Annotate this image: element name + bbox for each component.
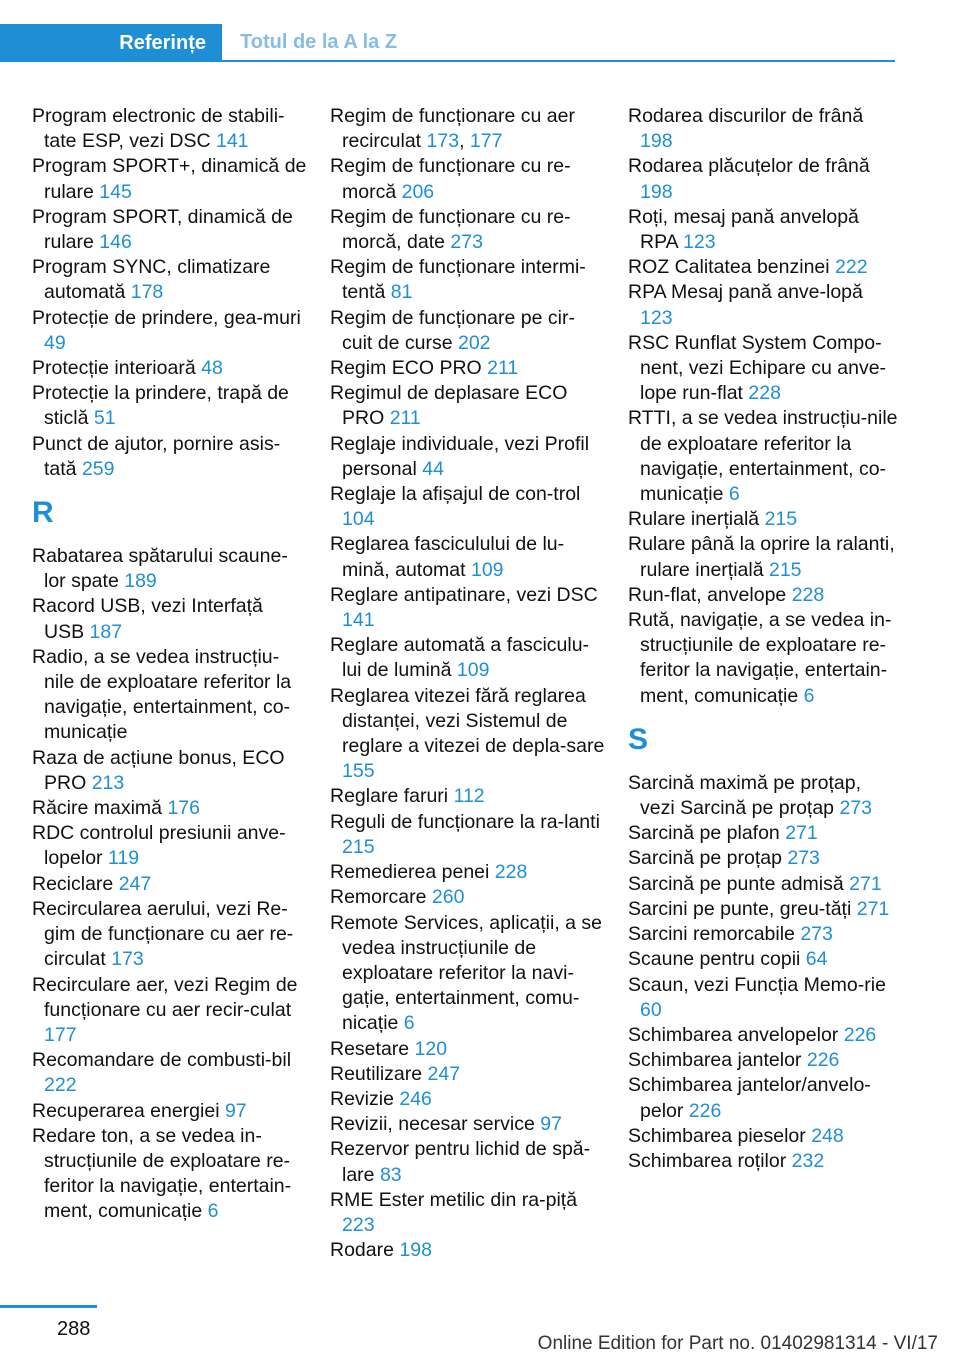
- page-link[interactable]: 232: [791, 1149, 825, 1172]
- index-section-letter: S: [628, 722, 649, 756]
- index-entry: [330, 1188, 605, 1238]
- index-entry: [330, 381, 605, 431]
- page-link[interactable]: 146: [99, 231, 132, 254]
- index-entry: [330, 154, 605, 204]
- page-link[interactable]: 44: [422, 457, 444, 480]
- index-entry-term: Roți, mesaj pană anvelopă RPA: [628, 205, 859, 254]
- index-entry-term: Rezervor pentru lichid de spă-lare: [330, 1138, 591, 1186]
- page-link[interactable]: 228: [791, 583, 825, 606]
- index-entry: [32, 154, 307, 204]
- page-link[interactable]: 198: [640, 130, 673, 153]
- index-entry: [628, 1149, 900, 1174]
- index-entry-term: Reglare antipatinare, vezi DSC: [330, 583, 598, 606]
- index-entry-term: Resetare: [330, 1037, 415, 1060]
- index-entry: [32, 973, 307, 1049]
- page-link[interactable]: 177: [44, 1023, 77, 1046]
- index-entry: [628, 872, 900, 897]
- index-entry-term: Recuperarea energiei: [32, 1099, 225, 1122]
- page-link[interactable]: 246: [399, 1087, 432, 1110]
- page-link[interactable]: 273: [450, 231, 483, 254]
- page-link[interactable]: 109: [470, 558, 504, 581]
- index-entry-term: Run-flat, anvelope: [628, 583, 792, 606]
- index-entry: [330, 784, 605, 809]
- page-link[interactable]: 215: [768, 558, 802, 581]
- index-section-letter: R: [32, 496, 54, 530]
- index-entry: [628, 331, 900, 407]
- page-link[interactable]: 141: [215, 130, 249, 153]
- page-link[interactable]: 271: [785, 822, 818, 845]
- page-link[interactable]: 51: [93, 407, 116, 430]
- page-link[interactable]: 6: [803, 684, 815, 707]
- index-entry-term: Reciclare: [32, 872, 119, 895]
- header-bar: [0, 24, 895, 62]
- index-entry: [330, 1137, 605, 1187]
- index-entry: [628, 771, 900, 821]
- page-link[interactable]: 97: [540, 1113, 562, 1136]
- page-link[interactable]: 198: [399, 1239, 432, 1262]
- page-link[interactable]: 211: [389, 407, 421, 430]
- index-entry-term: Reguli de funcționare la ra-lanti: [330, 810, 600, 833]
- index-entry: [32, 205, 307, 255]
- page-link[interactable]: 64: [805, 948, 828, 971]
- page-link[interactable]: 120: [414, 1037, 448, 1060]
- page-link[interactable]: 49: [44, 331, 66, 354]
- page-link[interactable]: 273: [787, 847, 820, 870]
- index-entry: [628, 205, 900, 255]
- footer-divider: [0, 1305, 97, 1308]
- index-entry-term: Racord USB, vezi Interfață USB: [32, 595, 263, 643]
- page-link[interactable]: 145: [99, 180, 132, 203]
- tab-totul-de-la-a-la-z[interactable]: Totul de la A la Z: [240, 31, 398, 53]
- page-link[interactable]: 223: [342, 1213, 375, 1236]
- index-entry: [32, 594, 307, 644]
- index-entry: [32, 1048, 307, 1098]
- index-entry-term: Reglarea fasciculului de lu-mină, automat: [330, 533, 565, 581]
- page-link[interactable]: 213: [91, 771, 125, 794]
- edition-note: Online Edition for Part no. 01402981314 - VI/17: [537, 1333, 938, 1354]
- page-link[interactable]: 247: [118, 872, 152, 895]
- index-entry: [628, 846, 900, 871]
- index-entry: [628, 922, 900, 947]
- page-link[interactable]: 198: [640, 180, 673, 203]
- index-entry-term: Sarcină pe proțap: [628, 847, 788, 870]
- index-entry-term: Program SPORT, dinamică de rulare: [32, 205, 293, 254]
- index-entry: [330, 482, 605, 532]
- index-entry-term: Sarcină pe plafon: [628, 822, 786, 845]
- index-entry: [330, 532, 605, 582]
- index-entry: [628, 1048, 900, 1073]
- page-link[interactable]: 97: [224, 1099, 247, 1122]
- index-entry: [330, 1062, 605, 1087]
- index-entry-term: Reglaje la afișajul de con-trol: [330, 483, 581, 506]
- page-link[interactable]: 177: [469, 130, 503, 153]
- index-entry-term: Sarcină pe punte admisă: [628, 872, 850, 895]
- page-link[interactable]: 222: [835, 256, 868, 279]
- page-link[interactable]: 83: [379, 1163, 402, 1186]
- index-entry-term: Regim ECO PRO: [330, 357, 488, 380]
- index-entry: [32, 255, 307, 305]
- page-link[interactable]: 187: [89, 620, 123, 643]
- index-entry-term: Sarcini remorcabile: [628, 923, 801, 946]
- index-entry: [32, 432, 307, 482]
- index-entry: [628, 947, 900, 972]
- index-entry-term: Program SYNC, climatizare automată: [32, 256, 271, 304]
- index-entry-term: Revizie: [330, 1087, 400, 1110]
- page-link[interactable]: 141: [342, 609, 375, 632]
- index-entry-term: Reglaje individuale, vezi Profil personal: [330, 432, 590, 480]
- page-link[interactable]: 206: [401, 180, 435, 203]
- index-entry-term: Rodare: [330, 1239, 400, 1262]
- index-entry-term: Schimbarea roților: [628, 1149, 792, 1172]
- index-entry-term: Protecție interioară: [32, 357, 202, 380]
- page-link[interactable]: 259: [81, 457, 115, 480]
- index-entry: [628, 583, 900, 608]
- index-entry-term: Regimul de deplasare ECO PRO: [330, 382, 568, 430]
- page-link[interactable]: 173: [426, 130, 460, 153]
- index-entry-term: Punct de ajutor, pornire asis-tată: [32, 432, 281, 480]
- index-entry-term: Schimbarea anvelopelor: [628, 1023, 844, 1046]
- index-entry-term: Rulare până la oprire la ralanti, rulare inerțială: [628, 533, 895, 581]
- page-link[interactable]: 226: [843, 1023, 877, 1046]
- index-entry: [628, 532, 900, 582]
- page-link[interactable]: 215: [764, 508, 798, 531]
- page-link[interactable]: 123: [683, 231, 716, 254]
- page-separator: ,: [459, 130, 470, 153]
- index-entry: [330, 432, 605, 482]
- index-entry-term: Reutilizare: [330, 1062, 428, 1085]
- page-link[interactable]: 247: [427, 1062, 461, 1085]
- page-link[interactable]: 273: [800, 923, 833, 946]
- page-link[interactable]: 104: [342, 508, 375, 531]
- index-entry: [330, 1112, 605, 1137]
- tab-referinte[interactable]: Referințe: [0, 24, 222, 62]
- index-entry-term: Rodarea discurilor de frână: [628, 105, 864, 127]
- page-link[interactable]: 6: [403, 1012, 415, 1035]
- index-entry-term: Raza de acțiune bonus, ECO PRO: [32, 746, 285, 794]
- page-link[interactable]: 119: [107, 847, 140, 870]
- index-entry: [330, 810, 605, 860]
- index-entry-term: Sarcini pe punte, greu-tăți: [628, 897, 857, 920]
- page-link[interactable]: 228: [748, 382, 781, 405]
- page-link[interactable]: 248: [811, 1124, 844, 1147]
- index-entry: [628, 255, 900, 280]
- page-link[interactable]: 189: [124, 570, 157, 593]
- page-link[interactable]: 226: [806, 1049, 840, 1072]
- index-entry: [628, 973, 900, 1023]
- page-link[interactable]: 271: [849, 872, 882, 895]
- index-entry: [330, 633, 605, 683]
- index-entry: [32, 1124, 307, 1225]
- index-entry-term: Redare ton, a se vedea in-strucțiunile de exploatare re-feritor la navigație, entertain-ment, comunicație: [32, 1124, 292, 1223]
- page-link[interactable]: 176: [167, 797, 200, 820]
- page-link[interactable]: 222: [44, 1074, 77, 1097]
- page-link[interactable]: 178: [130, 281, 164, 304]
- index-entry-term: Protecție la prindere, trapă de sticlă: [32, 382, 289, 430]
- page-link[interactable]: 81: [390, 281, 413, 304]
- index-entry-term: Scaune pentru copii: [628, 948, 806, 971]
- index-entry-term: Rulare inerțială: [628, 508, 765, 531]
- index-entry-term: Remote Services, aplicații, a se vedea instrucțiunile de exploatare referitor la navi-gație, entertainment, comu-nicație: [330, 911, 603, 1035]
- index-entry-term: RPA Mesaj pană anve-lopă: [628, 281, 863, 304]
- index-entry-term: Reglare automată a fasciculu-lui de lumină: [330, 634, 590, 682]
- index-entry: [628, 1124, 900, 1149]
- index-entry: [330, 684, 605, 785]
- page-link[interactable]: 6: [207, 1200, 219, 1223]
- index-entry: [330, 885, 605, 910]
- page-link[interactable]: 202: [457, 331, 491, 354]
- index-entry-term: RTTI, a se vedea instrucțiu-nile de exploatare referitor la navigație, entertainment, co-municație: [628, 407, 898, 506]
- index-entry: [628, 280, 900, 330]
- index-entry-term: ROZ Calitatea benzinei: [628, 256, 836, 279]
- index-entry-term: Regim de funcționare cu re-morcă: [330, 155, 571, 203]
- index-entry: [330, 1037, 605, 1062]
- index-entry: [628, 1023, 900, 1048]
- index-entry: [32, 356, 307, 381]
- page-link[interactable]: 271: [856, 897, 890, 920]
- index-entry-term: Program SPORT+, dinamică de rulare: [32, 155, 307, 203]
- index-entry: [628, 897, 900, 922]
- header-divider: [222, 60, 895, 62]
- index-entry: [330, 860, 605, 885]
- index-entry-term: Schimbarea jantelor: [628, 1049, 807, 1072]
- index-entry: [330, 255, 605, 305]
- page-link[interactable]: 112: [453, 785, 485, 808]
- index-entry-term: Recomandare de combusti-bil: [32, 1049, 292, 1072]
- index-entry-term: Protecție de prindere, gea-muri: [32, 306, 301, 329]
- index-entry: [32, 544, 307, 594]
- index-entry: [330, 356, 605, 381]
- index-entry-term: Recircularea aerului, vezi Re-gim de funcționare cu aer re-circulat: [32, 897, 294, 971]
- page-link[interactable]: 155: [342, 760, 375, 783]
- index-entry-term: Sarcină maximă pe proțap, vezi Sarcină pe proțap: [628, 771, 862, 820]
- index-entry: [32, 746, 307, 796]
- index-entry: [330, 104, 605, 154]
- index-entry-term: Revizii, necesar service: [330, 1113, 541, 1136]
- index-entry: [32, 104, 307, 154]
- index-entry: [330, 911, 605, 1037]
- index-entry: [330, 306, 605, 356]
- index-entry-term: Reglarea vitezei fără reglarea distanței, vezi Sistemul de reglare a vitezei de depla-sare: [330, 684, 605, 758]
- page-link[interactable]: 6: [728, 483, 740, 506]
- index-entry: [32, 872, 307, 897]
- index-entry-term: Schimbarea pieselor: [628, 1124, 812, 1147]
- index-entry: [628, 608, 900, 709]
- page-link[interactable]: 228: [494, 861, 528, 884]
- page-link[interactable]: 215: [342, 835, 375, 858]
- index-entry-term: Remedierea penei: [330, 861, 495, 884]
- index-entry: [32, 796, 307, 821]
- page-link[interactable]: 123: [640, 306, 673, 329]
- index-entry-term: Rodarea plăcuțelor de frână: [628, 155, 870, 178]
- index-entry: [628, 1073, 900, 1123]
- index-entry: [628, 406, 900, 507]
- index-entry-term: Regim de funcționare cu re-morcă, date: [330, 205, 571, 254]
- index-entry: [32, 897, 307, 973]
- index-entry: [330, 1087, 605, 1112]
- index-entry-term: Rabatarea spătarului scaune-lor spate: [32, 545, 288, 593]
- index-entry-term: Răcire maximă: [32, 797, 168, 820]
- index-entry-term: RSC Runflat System Compo-nent, vezi Echipare cu anve-lope run-flat: [628, 331, 887, 405]
- index-entry-term: Program electronic de stabili-tate ESP, vezi DSC: [32, 105, 285, 153]
- index-entry-term: Radio, a se vedea instrucțiu-nile de exploatare referitor la navigație, entertainment, co-municație: [32, 645, 292, 744]
- index-entry: [330, 583, 605, 633]
- index-entry: [32, 381, 307, 431]
- index-column-3: [628, 104, 900, 1174]
- index-entry: [628, 507, 900, 532]
- index-entry: [32, 306, 307, 356]
- index-entry-term: RME Ester metilic din ra-piță: [330, 1188, 578, 1211]
- index-entry-term: Reglare faruri: [330, 785, 454, 808]
- index-entry-term: RDC controlul presiunii anve-lopelor: [32, 822, 286, 870]
- page-link[interactable]: 173: [111, 948, 144, 971]
- page-link[interactable]: 273: [839, 797, 872, 820]
- page-link[interactable]: 226: [688, 1099, 722, 1122]
- page-link[interactable]: 260: [431, 886, 465, 909]
- index-entry-term: Scaun, vezi Funcția Memo-rie: [628, 973, 886, 996]
- index-entry-term: Regim de funcționare pe cir-cuit de curse: [330, 306, 575, 354]
- index-entry-term: Rută, navigație, a se vedea in-strucțiunile de exploatare re-feritor la navigație, entertain-ment, comunicație: [628, 609, 892, 707]
- index-column-2: [330, 104, 605, 1263]
- index-entry-term: Remorcare: [330, 886, 432, 909]
- index-entry-term: Regim de funcționare cu aer recirculat: [330, 105, 575, 153]
- index-column-1: [32, 104, 307, 1225]
- index-entry: [330, 1238, 605, 1263]
- index-entry: [628, 154, 900, 204]
- page-link[interactable]: 211: [487, 357, 519, 380]
- index-entry: [32, 1099, 307, 1124]
- index-entry-term: Recirculare aer, vezi Regim de funcționare cu aer recir-culat: [32, 973, 298, 1021]
- page-link[interactable]: 60: [640, 998, 662, 1021]
- index-entry: [628, 821, 900, 846]
- index-entry-term: Regim de funcționare intermi-tentă: [330, 256, 586, 304]
- page-link[interactable]: 48: [201, 357, 223, 380]
- index-entry: [32, 645, 307, 746]
- index-entry: [628, 104, 900, 154]
- index-entry-term: Schimbarea jantelor/anvelo-pelor: [628, 1074, 871, 1122]
- page-link[interactable]: 109: [456, 659, 490, 682]
- index-entry: [330, 205, 605, 255]
- index-entry: [32, 821, 307, 871]
- page-number: 288: [57, 1318, 91, 1340]
